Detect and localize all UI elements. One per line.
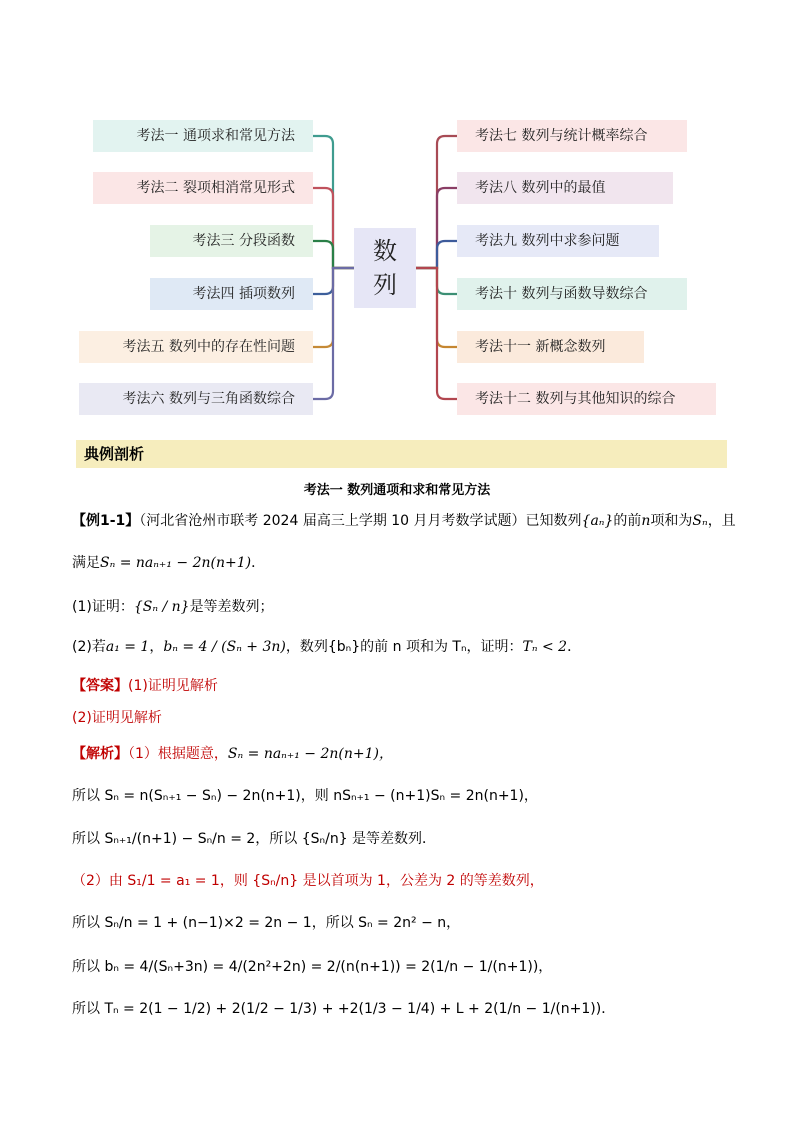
center-char: 列 xyxy=(373,271,397,299)
q2-a1: a₁ = 1 xyxy=(105,639,150,655)
text-fragment: ，且 xyxy=(707,513,736,529)
answer-tag: 【答案】 xyxy=(72,678,128,694)
text-fragment: （1）根据题意， xyxy=(128,746,228,762)
topic-box-right: 考法十 数列与函数导数综合 xyxy=(457,278,687,310)
example-source: （河北省沧州市联考 2024 届高三上学期 10 月月考数学试题）已知数列 xyxy=(139,513,582,529)
analysis-line-5: 所以 Sₙ/n = 1 + (n−1)×2 = 2n − 1，所以 Sₙ = 2n² − n， xyxy=(72,915,461,931)
topic-box-right: 考法十二 数列与其他知识的综合 xyxy=(457,383,716,415)
topic-box-right: 考法九 数列中求参问题 xyxy=(457,225,659,257)
question-2 xyxy=(72,636,581,656)
var-n: n xyxy=(641,513,651,529)
var-sn: Sₙ xyxy=(692,513,708,529)
topic-box-left: 考法五 数列中的存在性问题 xyxy=(79,331,313,363)
center-char: 数 xyxy=(373,237,397,265)
method-title: 考法一 数列通项和求和常见方法 xyxy=(303,483,491,498)
topic-box-left: 考法二 裂项相消常见形式 xyxy=(93,172,313,204)
text-fragment: 是等差数列； xyxy=(189,599,274,615)
analysis-line-2: 所以 Sₙ = n(Sₙ₊₁ − Sₙ) − 2n(n+1)，则 nSₙ₊₁ − (n+1)Sₙ = 2n(n+1)， xyxy=(72,788,538,804)
analysis-line-4: （2）由 S₁/1 = a₁ = 1，则 {Sₙ/n} 是以首项为 1，公差为 2 的等差数列， xyxy=(72,873,544,889)
connector-line xyxy=(313,268,354,399)
topic-box-right: 考法十一 新概念数列 xyxy=(457,331,644,363)
text-fragment: ． xyxy=(567,639,582,655)
mind-map xyxy=(0,0,794,430)
connector-line xyxy=(416,268,457,399)
text-fragment: ． xyxy=(251,555,266,571)
text-fragment: 满足 xyxy=(72,555,100,571)
topic-box-left: 考法三 分段函数 xyxy=(150,225,313,257)
example-tag: 【例1-1】 xyxy=(72,513,140,529)
text-fragment: (2)若 xyxy=(72,639,106,655)
question-1 xyxy=(72,596,274,616)
example-line-2 xyxy=(72,552,265,572)
text-fragment: 项和为 xyxy=(650,513,693,529)
answer-1: (1)证明见解析 xyxy=(128,678,218,694)
section-heading: 典例剖析 xyxy=(76,440,727,468)
connector-line xyxy=(313,241,354,268)
answer-2: (2)证明见解析 xyxy=(72,710,162,726)
analysis-line-1 xyxy=(72,743,393,763)
mind-map-center xyxy=(354,228,416,308)
analysis-line-3: 所以 Sₙ₊₁/(n+1) − Sₙ/n = 2，所以 {Sₙ/n} 是等差数列． xyxy=(72,831,437,847)
answer-line-1 xyxy=(72,675,218,695)
seq-a: {aₙ} xyxy=(581,513,614,529)
text-fragment: 的前 xyxy=(613,513,642,529)
text-fragment: ，数列{bₙ}的前 n 项和为 Tₙ，证明： xyxy=(285,639,523,655)
q2-ineq: Tₙ < 2 xyxy=(522,639,568,655)
analysis-line-6: 所以 bₙ = 4/(Sₙ+3n) = 4/(2n²+2n) = 2/(n(n+1)) = 2(1/n − 1/(n+1))， xyxy=(72,959,553,975)
analysis-tag: 【解析】 xyxy=(72,746,128,762)
topic-box-left: 考法四 插项数列 xyxy=(150,278,313,310)
topic-box-left: 考法一 通项求和常见方法 xyxy=(93,120,313,152)
topic-box-right: 考法八 数列中的最值 xyxy=(457,172,673,204)
topic-box-right: 考法七 数列与统计概率综合 xyxy=(457,120,687,152)
text-fragment: ， xyxy=(149,639,164,655)
answer-line-2 xyxy=(72,707,162,727)
text-fragment: (1)证明： xyxy=(72,599,134,615)
example-line-1 xyxy=(72,510,736,530)
topic-box-left: 考法六 数列与三角函数综合 xyxy=(79,383,313,415)
q2-bn: bₙ = 4 / (Sₙ + 3n) xyxy=(163,639,286,655)
q1-formula: {Sₙ / n} xyxy=(133,599,190,615)
condition-formula: Sₙ = naₙ₊₁ − 2n(n+1) xyxy=(100,555,252,571)
analysis-formula: Sₙ = naₙ₊₁ − 2n(n+1)， xyxy=(227,746,393,762)
center-label xyxy=(354,234,416,302)
connector-line xyxy=(416,241,457,268)
mind-map-connectors xyxy=(0,0,794,430)
analysis-line-7: 所以 Tₙ = 2(1 − 1/2) + 2(1/2 − 1/3) + +2(1/3 − 1/4) + L + 2(1/n − 1/(n+1))． xyxy=(72,1001,616,1017)
